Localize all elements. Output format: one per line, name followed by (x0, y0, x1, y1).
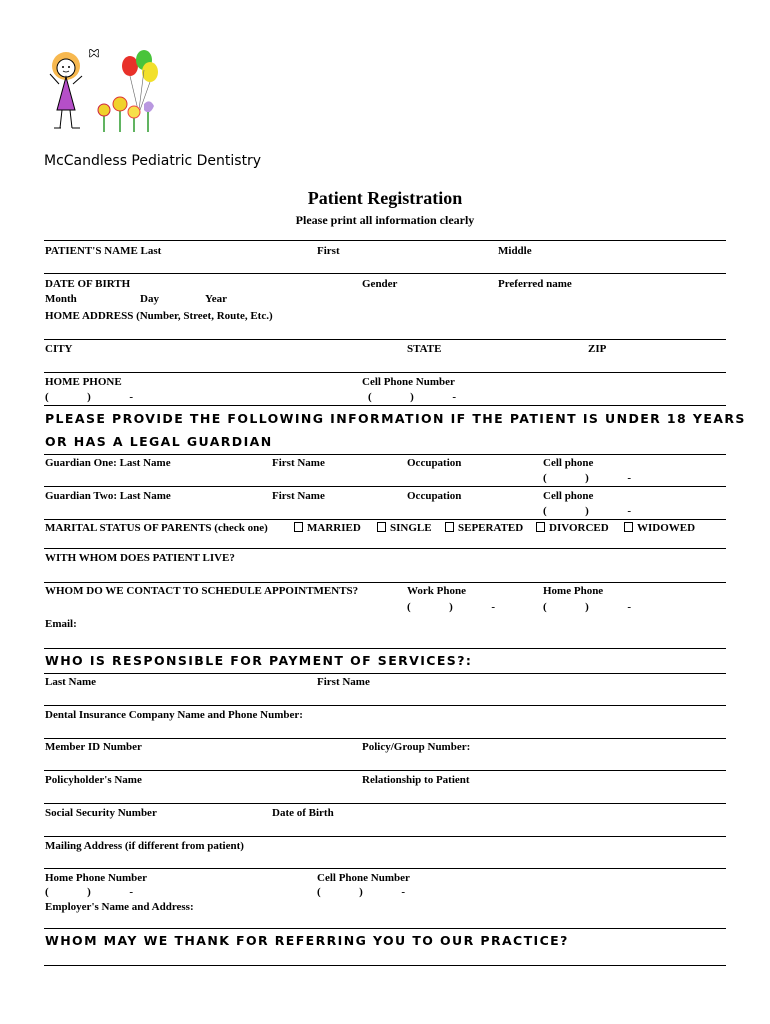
page-subtitle: Please print all information clearly (295, 213, 475, 227)
divider (44, 803, 726, 804)
payer-first-name-label: First Name (317, 676, 370, 688)
relationship-label: Relationship to Patient (362, 774, 470, 786)
divorced-label: DIVORCED (549, 522, 609, 534)
divider (44, 673, 726, 674)
guardian-one-occupation-label: Occupation (407, 457, 462, 469)
married-label: MARRIED (307, 522, 361, 534)
divider (44, 836, 726, 837)
divider (44, 770, 726, 771)
home-phone-mask: ( ) - (45, 391, 133, 403)
divider (44, 273, 726, 274)
home-phone-label: HOME PHONE (45, 376, 122, 388)
work-phone-label: Work Phone (407, 585, 466, 597)
policyholder-label: Policyholder's Name (45, 774, 142, 786)
divider (44, 582, 726, 583)
home-phone-contact-label: Home Phone (543, 585, 604, 597)
widowed-checkbox[interactable] (624, 522, 633, 532)
guardian-one-cell-mask: ( ) - (543, 472, 631, 484)
dob-year-label: Year (205, 293, 227, 305)
guardian-heading-line2: OR HAS A LEGAL GUARDIAN (45, 434, 273, 449)
widowed-option[interactable] (624, 522, 695, 534)
state-label: STATE (407, 343, 442, 355)
cell-phone-mask: ( ) - (368, 391, 456, 403)
guardian-one-last-label: Guardian One: Last Name (45, 457, 171, 469)
guardian-two-cell-label: Cell phone (543, 490, 594, 502)
divider (44, 454, 726, 455)
divider (44, 738, 726, 739)
practice-name: McCandless Pediatric Dentistry (44, 153, 262, 169)
payer-home-phone-label: Home Phone Number (45, 872, 148, 884)
guardian-heading-line1: PLEASE PROVIDE THE FOLLOWING INFORMATION IF THE PATIENT IS UNDER 18 YEARS (45, 411, 746, 426)
referral-heading: WHOM MAY WE THANK FOR REFERRING YOU TO OUR PRACTICE? (45, 933, 569, 948)
separated-option[interactable] (445, 522, 523, 534)
divider (44, 548, 726, 549)
separated-checkbox[interactable] (445, 522, 454, 532)
guardian-two-first-label: First Name (272, 490, 325, 502)
patient-last-name-label: PATIENT'S NAME Last (45, 245, 162, 257)
single-label: SINGLE (390, 522, 432, 534)
mailing-address-label: Mailing Address (if different from patient) (45, 840, 244, 852)
widowed-label: WIDOWED (637, 522, 696, 534)
member-id-label: Member ID Number (45, 741, 142, 753)
contact-label: WHOM DO WE CONTACT TO SCHEDULE APPOINTMENTS? (45, 585, 359, 597)
divider (44, 928, 726, 929)
payer-dob-label: Date of Birth (272, 807, 334, 819)
guardian-two-last-label: Guardian Two: Last Name (45, 490, 171, 502)
city-label: CITY (45, 343, 73, 355)
email-label: Email: (45, 618, 77, 630)
single-checkbox[interactable] (377, 522, 386, 532)
separated-label: SEPERATED (458, 522, 524, 534)
payer-cell-phone-label: Cell Phone Number (317, 872, 410, 884)
policy-group-label: Policy/Group Number: (362, 741, 471, 753)
single-option[interactable] (377, 522, 432, 534)
gender-label: Gender (362, 278, 398, 290)
zip-label: ZIP (588, 343, 607, 355)
divider (44, 486, 726, 487)
ssn-label: Social Security Number (45, 807, 157, 819)
divider (44, 240, 726, 241)
home-address-label: HOME ADDRESS (Number, Street, Route, Etc.) (45, 310, 273, 322)
divider (44, 648, 726, 649)
divorced-option[interactable] (536, 522, 609, 534)
divider (44, 405, 726, 406)
work-phone-mask: ( ) - (407, 601, 495, 613)
lives-with-label: WITH WHOM DOES PATIENT LIVE? (45, 552, 235, 564)
patient-first-name-label: First (317, 245, 340, 257)
dob-label: DATE OF BIRTH (45, 278, 131, 290)
guardian-two-cell-mask: ( ) - (543, 505, 631, 517)
page-title: Patient Registration (307, 188, 463, 208)
divider (44, 965, 726, 966)
home-phone-contact-mask: ( ) - (543, 601, 631, 613)
married-checkbox[interactable] (294, 522, 303, 532)
cell-phone-label: Cell Phone Number (362, 376, 455, 388)
divider (44, 705, 726, 706)
guardian-one-cell-label: Cell phone (543, 457, 594, 469)
married-option[interactable] (294, 522, 361, 534)
dob-month-label: Month (45, 293, 77, 305)
insurance-label: Dental Insurance Company Name and Phone Number: (45, 709, 303, 721)
payer-cell-phone-mask: ( ) - (317, 886, 405, 898)
marital-status-label: MARITAL STATUS OF PARENTS (check one) (45, 522, 268, 534)
practice-logo (44, 44, 164, 136)
payer-home-phone-mask: ( ) - (45, 886, 133, 898)
payment-heading: WHO IS RESPONSIBLE FOR PAYMENT OF SERVICES?: (45, 653, 473, 668)
patient-middle-name-label: Middle (498, 245, 532, 257)
dob-day-label: Day (140, 293, 159, 305)
divider (44, 519, 726, 520)
guardian-two-occupation-label: Occupation (407, 490, 462, 502)
payer-last-name-label: Last Name (45, 676, 97, 688)
employer-label: Employer's Name and Address: (45, 901, 194, 913)
preferred-name-label: Preferred name (498, 278, 572, 290)
divorced-checkbox[interactable] (536, 522, 545, 532)
divider (44, 868, 726, 869)
divider (44, 372, 726, 373)
divider (44, 339, 726, 340)
guardian-one-first-label: First Name (272, 457, 325, 469)
